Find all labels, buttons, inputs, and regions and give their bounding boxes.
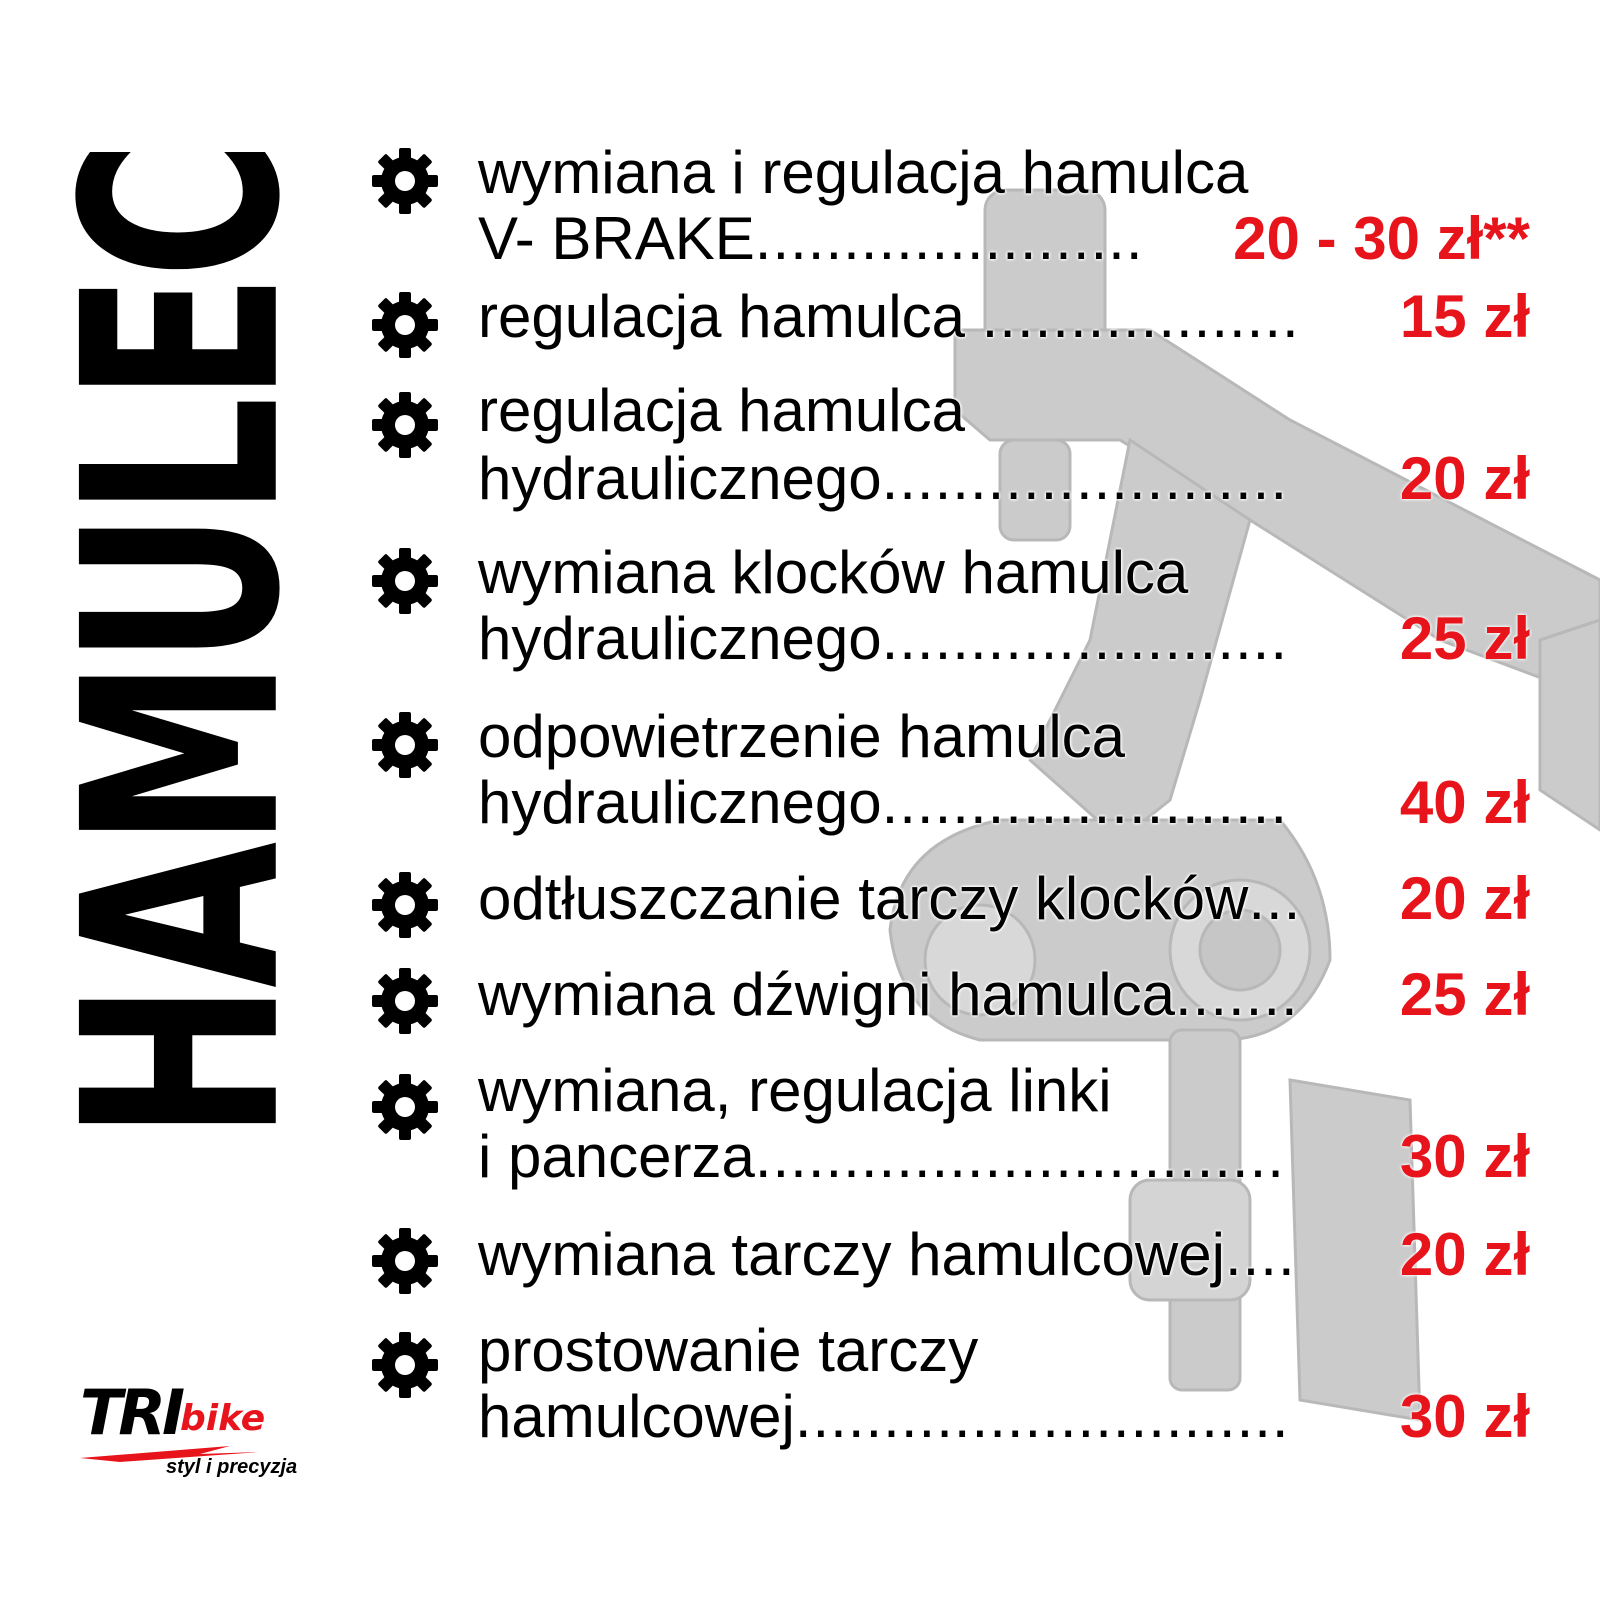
gear-icon <box>370 290 440 360</box>
service-price: 30 zł <box>1399 1123 1530 1190</box>
gear-icon <box>370 870 440 940</box>
service-name-line: hydraulicznego....................... <box>478 769 1289 836</box>
page-title-text: HAMULEC <box>25 145 340 1141</box>
service-name-line: odpowietrzenie hamulca <box>478 703 1126 770</box>
logo-brand-bike: bike <box>180 1398 266 1439</box>
service-name-line: regulacja hamulca .................. <box>478 283 1300 350</box>
service-name-line: hamulcowej............................ <box>478 1383 1290 1450</box>
gear-icon <box>370 710 440 780</box>
service-price: 40 zł <box>1399 769 1530 836</box>
service-item <box>370 377 1530 520</box>
gear-icon <box>370 146 440 216</box>
gear-icon <box>370 1072 440 1142</box>
service-name-line: wymiana klocków hamulca <box>478 539 1189 606</box>
service-price: 20 - 30 zł** <box>1233 205 1530 272</box>
service-name-line: hydraulicznego....................... <box>478 445 1289 512</box>
service-name-line: wymiana i regulacja hamulca <box>478 139 1249 206</box>
service-name-line: hydraulicznego....................... <box>478 605 1289 672</box>
service-name-line: odtłuszczanie tarczy klocków... <box>478 865 1302 932</box>
service-name-line: prostowanie tarczy <box>478 1317 979 1384</box>
tribike-logo <box>80 1376 300 1486</box>
service-price: 20 zł <box>1399 865 1530 932</box>
gear-icon <box>370 390 440 460</box>
service-price: 25 zł <box>1399 961 1530 1028</box>
logo-slogan: styl i precyzja <box>166 1456 298 1478</box>
service-name-line: wymiana dźwigni hamulca....... <box>478 961 1299 1028</box>
service-item <box>370 283 1530 360</box>
service-item <box>370 961 1530 1036</box>
service-name-line: wymiana, regulacja linki <box>478 1057 1112 1124</box>
service-item <box>370 703 1530 840</box>
service-price: 15 zł <box>1399 283 1530 350</box>
service-price: 30 zł <box>1399 1383 1530 1450</box>
service-item <box>370 1317 1530 1460</box>
gear-icon <box>370 1330 440 1400</box>
service-item <box>370 1057 1530 1202</box>
logo-brand-tri: TRI <box>80 1376 182 1449</box>
gear-icon <box>370 1226 440 1296</box>
gear-icon <box>370 546 440 616</box>
service-price: 20 zł <box>1399 1221 1530 1288</box>
service-name-line: i pancerza.............................. <box>478 1123 1285 1190</box>
service-item <box>370 539 1530 676</box>
service-item <box>370 1221 1530 1296</box>
service-price: 20 zł <box>1399 445 1530 512</box>
gear-icon <box>370 966 440 1036</box>
service-price: 25 zł <box>1399 605 1530 672</box>
service-name-line: V- BRAKE...................... <box>478 205 1144 272</box>
service-name-line: wymiana tarczy hamulcowej.... <box>478 1221 1296 1288</box>
service-item <box>370 865 1530 940</box>
service-name-line: regulacja hamulca <box>478 377 965 444</box>
service-item <box>370 139 1530 276</box>
